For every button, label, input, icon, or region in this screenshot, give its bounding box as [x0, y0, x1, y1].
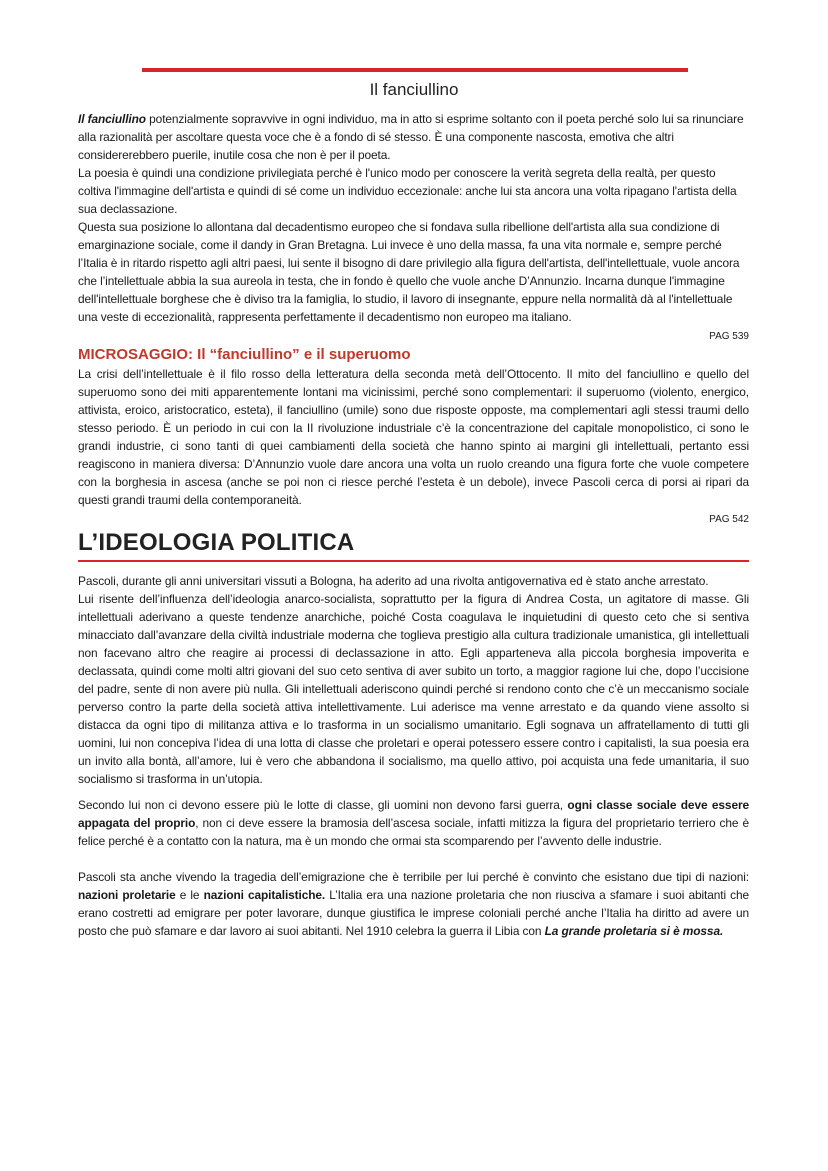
section-fanciullino [78, 110, 749, 345]
paragraph: La poesia è quindi una condizione privilegiata perché è l'unico modo per conoscere la verità segreta della realtà, per questo coltiva l'immagine dell'artista e quindi di sé come un individuo eccezionale: anche lui sta ancora una volta ripagano l'artista della sua declassazione. [78, 166, 737, 216]
paragraph-text: L’Italia era una nazione proletaria che non riusciva a sfamare i suoi abitanti che erano costretti ad emigrare per poter lavorare, dunque giustifica le imprese coloniali perché anche l’Italia ha diritto ad avere un posto che può sfamare e dar lavoro ai suoi abitanti. Nel 1910 celebra la guerra il Libia con [78, 888, 750, 938]
bold-text: nazioni proletarie [78, 888, 176, 902]
paragraph-text: potenzialmente sopravvive in ogni individuo, ma in atto si esprime soltanto con il poeta perché solo lui sa rinunciare alla razionalità per ascoltare questa voce che è a fondo di sé stesso. È una componente nascosta, emotiva che altri considererebbero puerile, inutile cosa che non è per il poeta. [78, 112, 744, 162]
paragraph [78, 110, 749, 164]
header-red-bar [142, 68, 688, 72]
bold-text: nazioni capitalistiche. [203, 888, 326, 902]
section-ideologia-politica [78, 528, 749, 940]
paragraph-text: e le [175, 888, 204, 902]
document-body [78, 110, 749, 940]
page-reference: PAG 542 [709, 514, 749, 525]
page-title: Il fanciullino [369, 80, 459, 99]
italic-lead: Il fanciullino [78, 112, 146, 126]
heading-underline [78, 560, 749, 562]
paragraph: Lui risente dell’influenza dell’ideologia anarco-socialista, soprattutto per la figura di Andrea Costa, un agitatore di masse. Gli intellettuali aderivano a queste tendenze anarchiche, poiché Costa coagulava le inquietudini di questo ceto che si sentiva minacciato dall’avanzare della civiltà industriale moderna che toglieva prestigio alla cultura tradizionale umanistica, gli intellettuali non facevano altro che reagire ai processi di declassazione in atto. Egli apparteneva alla piccola borghesia impoverita e declassata, quindi come molti altri giovani del suo ceto sentiva di aver subito un torto, a maggior ragione lui che, dopo l’uccisione del padre, sente di non avere più nulla. Gli intellettuali aderiscono quindi perché si rendono conto che c’è un meccanismo sociale perverso contro la parte della società attiva intellettivamente. Lui aderisce ma venne arrestato e da quando viene assolto si distacca da ogni tipo di militanza attiva e lo trasforma in un socialismo umanitario. Egli sognava un affratellamento di tutti gli uomini, lui non concepiva l’idea di una lotta di classe che proletari e operai potessero essere contro i capitalisti, la sua poesia era un invito alla bontà, all’amore, lui è vero che abbandona il socialismo, ma quello attivo, poi acquista una fede umanitaria, il suo socialismo si trasforma in un’utopia. [78, 592, 749, 786]
bold-text: ogni classe sociale deve essere appagata del proprio [78, 798, 749, 830]
paragraph-text: , non ci deve essere la bramosia dell’ascesa sociale, infatti mitizza la figura del proprietario terriero che è felice perché è a contatto con la natura, ma è un mondo che ormai sta scomparendo per l’avvento delle industrie. [78, 816, 749, 848]
paragraph: Questa sua posizione lo allontana dal decadentismo europeo che si fondava sulla ribellione dell'artista alla sua condizione di emarginazione sociale, come il dandy in Gran Bretagna. Lui invece è uno della massa, fa una vita normale e, sempre perché l’Italia è in ritardo rispetto agli altri paesi, lui sente il bisogno di dare privilegio alla figura dell'artista, dell'intellettuale, vuole ancora che l’intellettuale abbia la sua aureola in testa, che in fondo è quello che vuole anche D’Annunzio. Incarna dunque l'immagine dell'intellettuale borghese che è diviso tra la famiglia, lo studio, il lavoro di insegnante, eppure nella normalità dà al l'intellettuale una veste di eccezionalità, rappresenta perfettamente il decadentismo non europeo ma italiano. [78, 220, 740, 324]
section-heading: MICROSAGGIO: Il “fanciullino” e il superuomo [78, 346, 411, 363]
section-microsaggio [78, 345, 749, 528]
paragraph-text: Pascoli sta anche vivendo la tragedia dell’emigrazione che è terribile per lui perché è convinto che esistano due tipi di nazioni: [78, 870, 749, 884]
paragraph: Pascoli, durante gli anni universitari vissuti a Bologna, ha aderito ad una rivolta antigovernativa ed è stato anche arrestato. [78, 574, 709, 588]
paragraph [78, 868, 749, 940]
paragraph-text: Secondo lui non ci devono essere più le lotte di classe, gli uomini non devono farsi guerra, [78, 798, 568, 812]
paragraph: La crisi dell’intellettuale è il filo rosso della letteratura della seconda metà dell’Ottocento. Il mito del fanciullino e quello del superuomo sono dei miti apparentemente lontani ma vicinissimi, perché sono complementari: il superuomo (violento, energico, attivista, eroico, aristocratico, esteta), il fanciullino (umile) sono due risposte opposte, ma complementari agli stessi traumi dello stesso periodo. È un periodo in cui con la II rivoluzione industriale c’è la concentrazione del capitale monopolistico, ci sono le grandi industrie, ci sono tanti di quei cambiamenti della società che hanno spinto ai margini gli intellettuali, pertanto essi reagiscono in maniera diversa: D’Annunzio vuole dare ancora una volta un ruolo creando una figura forte che vuole competere con la borghesia in ascesa (anche se poi non ci riesce perché l’esteta è un debole), invece Pascoli cerca di porsi ai ripari da questi grandi traumi della contemporaneità. [78, 367, 749, 507]
paragraph [78, 796, 749, 850]
page-reference: PAG 539 [709, 331, 749, 342]
bold-italic-title: La grande proletaria si è mossa. [544, 924, 724, 938]
section-heading: L’IDEOLOGIA POLITICA [78, 529, 355, 556]
